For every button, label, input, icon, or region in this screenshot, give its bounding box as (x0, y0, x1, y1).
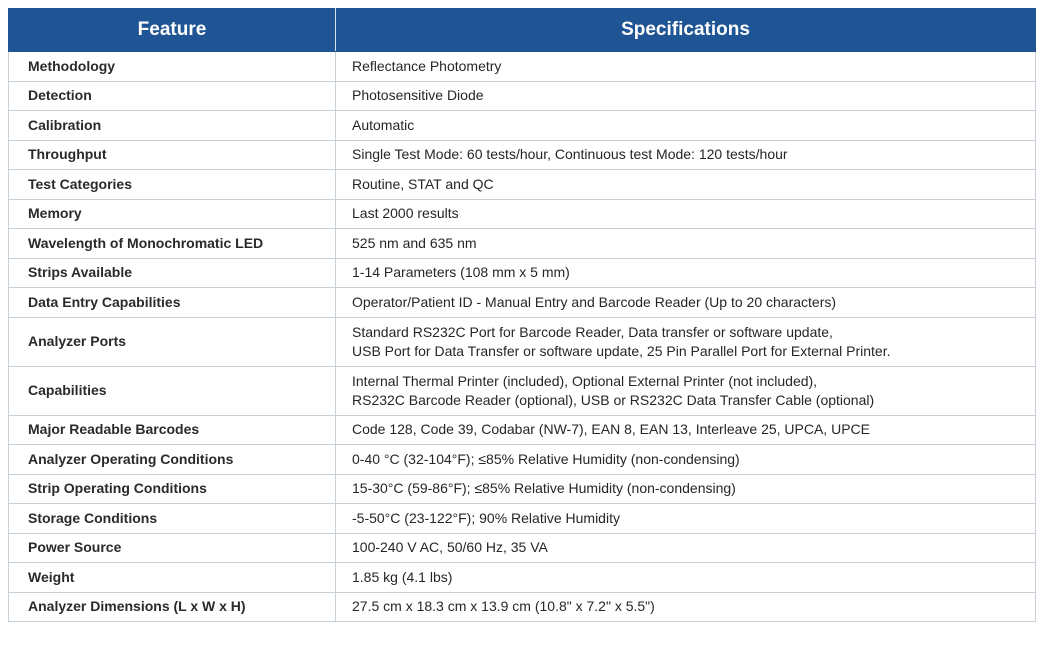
feature-cell: Analyzer Ports (9, 317, 336, 366)
table-row (9, 258, 1036, 288)
spec-cell (336, 81, 1036, 111)
table-row (9, 592, 1036, 622)
table-row (9, 317, 1036, 366)
spec-cell (336, 288, 1036, 318)
feature-cell: Detection (9, 81, 336, 111)
feature-cell: Major Readable Barcodes (9, 415, 336, 445)
spec-line: Standard RS232C Port for Barcode Reader, Data transfer or software update, (352, 323, 833, 340)
spec-line: 0-40 °C (32-104°F); ≤85% Relative Humidity (non-condensing) (352, 450, 740, 467)
table-row (9, 140, 1036, 170)
table-row (9, 81, 1036, 111)
spec-cell (336, 504, 1036, 534)
table-row (9, 415, 1036, 445)
table-row (9, 474, 1036, 504)
table-row (9, 199, 1036, 229)
table-row (9, 111, 1036, 141)
spec-line: 15-30°C (59-86°F); ≤85% Relative Humidity (non-condensing) (352, 480, 736, 497)
spec-line: 525 nm and 635 nm (352, 234, 477, 251)
spec-cell (336, 199, 1036, 229)
spec-cell (336, 592, 1036, 622)
spec-line: Reflectance Photometry (352, 57, 502, 74)
spec-line: Automatic (352, 116, 415, 133)
spec-line: Routine, STAT and QC (352, 175, 494, 192)
table-header-row (9, 9, 1036, 52)
spec-cell (336, 111, 1036, 141)
table-row (9, 170, 1036, 200)
feature-cell: Weight (9, 563, 336, 593)
spec-cell (336, 52, 1036, 82)
table-row (9, 504, 1036, 534)
spec-cell (336, 317, 1036, 366)
spec-line: 1.85 kg (4.1 lbs) (352, 568, 453, 585)
spec-line: Photosensitive Diode (352, 87, 484, 104)
spec-cell (336, 445, 1036, 475)
spec-line: 1-14 Parameters (108 mm x 5 mm) (352, 264, 570, 281)
feature-cell: Capabilities (9, 366, 336, 415)
header-specifications: Specifications (336, 9, 1036, 52)
spec-table-container (8, 8, 1035, 622)
spec-cell (336, 170, 1036, 200)
feature-cell: Data Entry Capabilities (9, 288, 336, 318)
feature-cell: Memory (9, 199, 336, 229)
table-row (9, 563, 1036, 593)
table-row (9, 533, 1036, 563)
spec-line: 27.5 cm x 18.3 cm x 13.9 cm (10.8" x 7.2" x 5.5") (352, 598, 655, 615)
table-row (9, 288, 1036, 318)
spec-cell (336, 366, 1036, 415)
spec-cell (336, 533, 1036, 563)
spec-cell (336, 140, 1036, 170)
spec-line: RS232C Barcode Reader (optional), USB or RS232C Data Transfer Cable (optional) (352, 391, 875, 408)
feature-cell: Analyzer Operating Conditions (9, 445, 336, 475)
feature-cell: Wavelength of Monochromatic LED (9, 229, 336, 259)
spec-cell (336, 563, 1036, 593)
spec-cell (336, 415, 1036, 445)
spec-cell (336, 258, 1036, 288)
spec-line: Internal Thermal Printer (included), Optional External Printer (not included), (352, 372, 818, 389)
feature-cell: Calibration (9, 111, 336, 141)
feature-cell: Strip Operating Conditions (9, 474, 336, 504)
feature-cell: Throughput (9, 140, 336, 170)
spec-cell (336, 229, 1036, 259)
spec-line: Operator/Patient ID - Manual Entry and Barcode Reader (Up to 20 characters) (352, 293, 837, 310)
spec-table (8, 8, 1036, 622)
feature-cell: Methodology (9, 52, 336, 82)
header-feature: Feature (9, 9, 336, 52)
spec-line: Last 2000 results (352, 205, 459, 222)
spec-line: Code 128, Code 39, Codabar (NW-7), EAN 8, EAN 13, Interleave 25, UPCA, UPCE (352, 421, 870, 438)
spec-line: USB Port for Data Transfer or software update, 25 Pin Parallel Port for External Printer. (352, 342, 891, 359)
table-row (9, 52, 1036, 82)
spec-cell (336, 474, 1036, 504)
table-body (9, 52, 1036, 622)
table-row (9, 229, 1036, 259)
feature-cell: Test Categories (9, 170, 336, 200)
spec-line: -5-50°C (23-122°F); 90% Relative Humidity (352, 509, 620, 526)
spec-line: Single Test Mode: 60 tests/hour, Continuous test Mode: 120 tests/hour (352, 146, 788, 163)
table-row (9, 445, 1036, 475)
feature-cell: Power Source (9, 533, 336, 563)
spec-line: 100-240 V AC, 50/60 Hz, 35 VA (352, 539, 548, 556)
feature-cell: Strips Available (9, 258, 336, 288)
table-row (9, 366, 1036, 415)
feature-cell: Analyzer Dimensions (L x W x H) (9, 592, 336, 622)
feature-cell: Storage Conditions (9, 504, 336, 534)
